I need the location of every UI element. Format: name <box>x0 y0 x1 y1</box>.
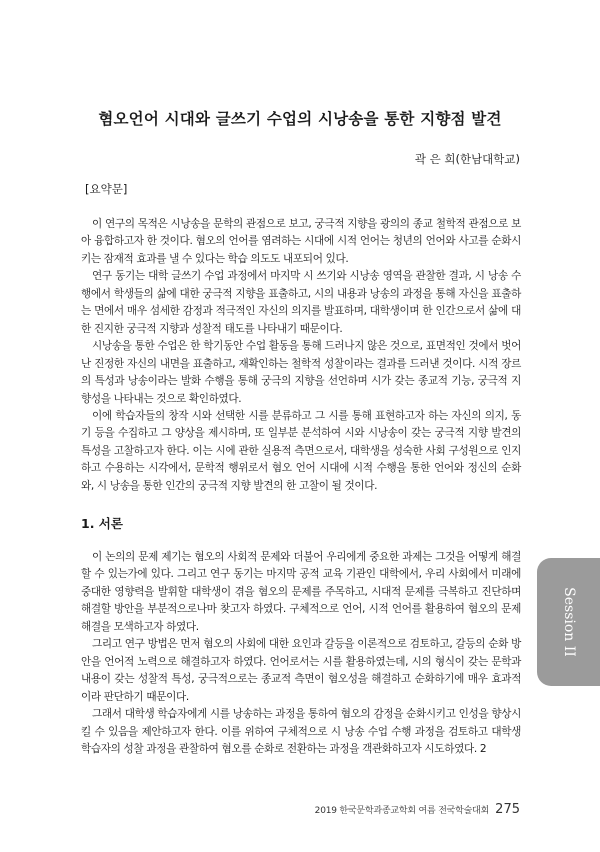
abstract-paragraph: 연구 동기는 대학 글쓰기 수업 과정에서 마지막 시 쓰기와 시낭송 영역을 관찰한 결과, 시 낭송 수행에서 학생들의 삶에 대한 궁극적 지향을 표출하고, 시의 내용과 낭송의 과정을 통해 자신을 표출하는 면에서 매우 섬세한 감정과 적극적인 자신의 의지를 발표하며, 대학생이며 한 인간으로서 삶에 대한 진지한 궁극적 지향과 성찰적 태도를 나타내기 때문이다. <box>81 270 521 335</box>
abstract-paragraph: 시낭송을 통한 수업은 한 학기동안 수업 활동을 통해 드러나지 않은 것으로, 표면적인 것에서 벗어난 진정한 자신의 내면을 표출하고, 재확인하는 철학적 성찰이라는 결과를 드러낸 것이다. 시적 장르의 특성과 낭송이라는 발화 수행을 통해 궁극의 지향을 선언하며 시가 갖는 종교적 기능, 궁극적 지향성을 나타내는 것으로 확인하였다. <box>81 340 521 405</box>
abstract-body <box>81 216 521 495</box>
abstract-label: [요약문] <box>85 182 128 196</box>
page-footer <box>315 802 520 817</box>
introduction-body <box>81 549 521 758</box>
session-tab-label: Session II <box>560 587 577 657</box>
page-number: 275 <box>495 802 520 817</box>
paper-title: 혐오언어 시대와 글쓰기 수업의 시낭송을 통한 지향점 발견 <box>98 110 502 128</box>
session-side-tab <box>537 558 600 686</box>
author-affiliation: 곽 은 희(한남대학교) <box>414 152 520 166</box>
abstract-paragraph: 이 연구의 목적은 시낭송을 문학의 관점으로 보고, 궁극적 지향을 광의의 종교 철학적 관점으로 보아 융합하고자 한 것이다. 혐오의 언어를 염려하는 시대에 시적 언어는 청년의 언어와 사고를 순화시키는 잠재적 효과를 낼 수 있다는 학습 의도도 내포되어 있다. <box>81 218 521 265</box>
abstract-paragraph: 이에 학습자들의 창작 시와 선택한 시를 분류하고 그 시를 통해 표현하고자 하는 자신의 의지, 동기 등을 수집하고 그 양상을 제시하며, 또 일부분 분석하여 시와 시낭송이 갖는 궁극적 지향 발견의 특성을 고찰하고자 한다. 이는 시에 관한 실용적 측면으로서, 대학생을 성숙한 사회 구성원으로 인지하고 수용하는 시각에서, 문학적 행위로서 혐오 언어 시대에 시적 수행을 통한 언어와 정신의 순화와, 시 낭송을 통한 인간의 궁극적 지향 발견의 한 고찰이 될 것이다. <box>81 409 521 492</box>
intro-paragraph: 그래서 대학생 학습자에게 시를 낭송하는 과정을 통하여 혐오의 감정을 순화시키고 인성을 향상시킬 수 있음을 제안하고자 한다. 이를 위하여 구체적으로 시 낭송 수업 수행 과정을 검토하고 대학생 학습자의 성찰 과정을 관찰하여 혐오를 순화로 전환하는 과정을 객관화하고자 시도하였다. 2 <box>81 708 521 755</box>
footer-conference-name: 2019 한국문학과종교학회 여름 전국학술대회 <box>314 806 490 816</box>
intro-paragraph: 그리고 연구 방법은 먼저 혐오의 사회에 대한 요인과 갈등을 이론적으로 검토하고, 갈등의 순화 방안을 언어적 노력으로 해결하고자 하였다. 언어로서는 시를 활용하였는데, 시의 형식이 갖는 문학과 내용이 갖는 성찰적 특성, 궁극적으로는 종교적 측면이 혐오성을 해결하고 순화하기에 매우 효과적이라 판단하기 때문이다. <box>81 638 521 703</box>
intro-paragraph: 이 논의의 문제 제기는 혐오의 사회적 문제와 더불어 우리에게 중요한 과제는 그것을 어떻게 해결할 수 있는가에 있다. 그리고 연구 동기는 마지막 공적 교육 기관인 대학에서, 우리 사회에서 미래에 중대한 영향력을 발휘할 대학생이 겪을 혐오의 문제를 주목하고, 시대적 문제를 극복하고 진단하며 해결할 방안을 부분적으로나마 찾고자 하였다. 구체적으로 언어, 시적 언어를 활용하여 혐오의 문제 해결을 모색하고자 하였다. <box>81 551 521 633</box>
section-heading-introduction: 1. 서론 <box>81 516 123 531</box>
